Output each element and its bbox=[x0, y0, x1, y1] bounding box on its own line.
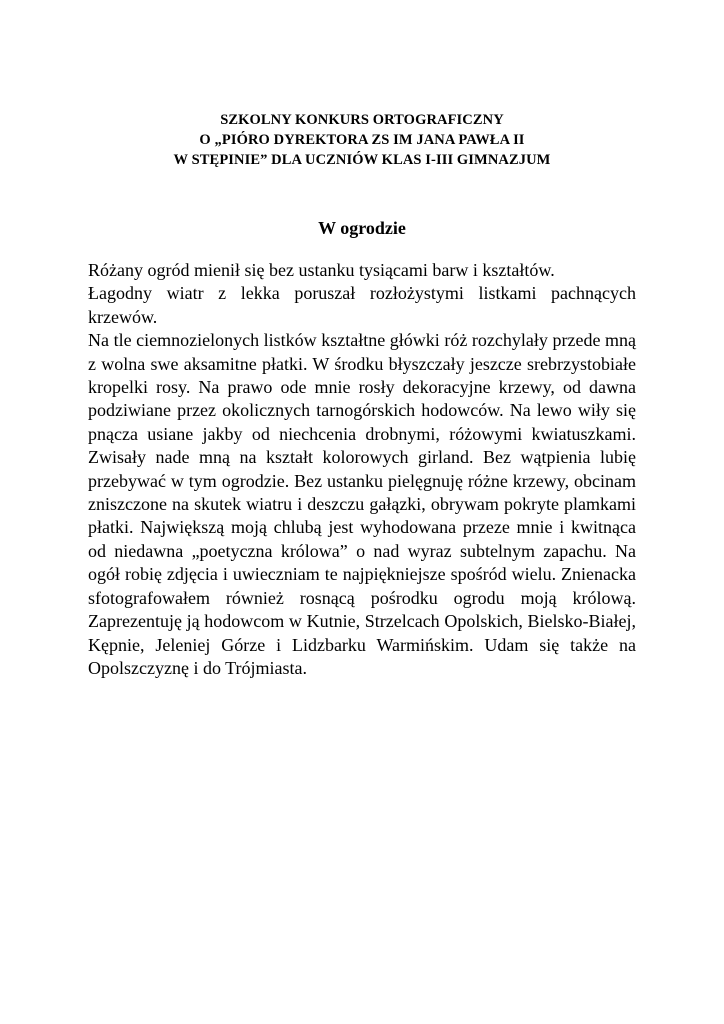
header-line-2: O „PIÓRO DYREKTORA ZS IM JANA PAWŁA II bbox=[199, 132, 525, 148]
header-line-1: SZKOLNY KONKURS ORTOGRAFICZNY bbox=[220, 112, 504, 128]
header-line-3: W STĘPINIE” DLA UCZNIÓW KLAS I-III GIMNAZJUM bbox=[173, 152, 551, 168]
paragraph-3: Na tle ciemnozielonych listków kształtne główki róż rozchylały przede mną z wolna swe aksamitne płatki. W środku błyszczały jeszcze srebrzystobiałe kropelki rosy. Na prawo ode mnie rosły dekoracyjne krzewy, od dawna podziwiane przez okolicznych tarnogórskich hodowców. Na lewo wiły się pnącza usiane jakby od niechcenia drobnymi, różowymi kwiatuszkami. Zwisały nade mną na kształt kolorowych girland. Bez wątpienia lubię przebywać w tym ogrodzie. Bez ustanku pielęgnuję różne krzewy, obcinam zniszczone na skutek wiatru i deszczu gałązki, obrywam pokryte plamkami płatki. Największą moją chlubą jest wyhodowana przeze mnie i kwitnąca od niedawna „poetyczna królowa” o nad wyraz subtelnym zapachu. Na ogół robię zdjęcia i uwieczniam te najpiękniejsze spośród wielu. Znienacka sfotografowałem również rosnącą pośrodku ogrodu moją królową. Zaprezentuję ją hodowcom w Kutnie, Strzelcach Opolskich, Bielsko-Białej, Kępnie, Jeleniej Górze i Lidzbarku Warmińskim. Udam się także na Opolszczyznę i do Trójmiasta. bbox=[88, 330, 636, 678]
paragraph-2: Łagodny wiatr z lekka poruszał rozłożystymi listkami pachnących krzewów. bbox=[88, 283, 636, 327]
document-body bbox=[88, 259, 636, 680]
document-title: W ogrodzie bbox=[318, 218, 406, 238]
document-header bbox=[0, 110, 724, 170]
paragraph-1: Różany ogród mienił się bez ustanku tysiącami barw i kształtów. bbox=[88, 260, 555, 280]
